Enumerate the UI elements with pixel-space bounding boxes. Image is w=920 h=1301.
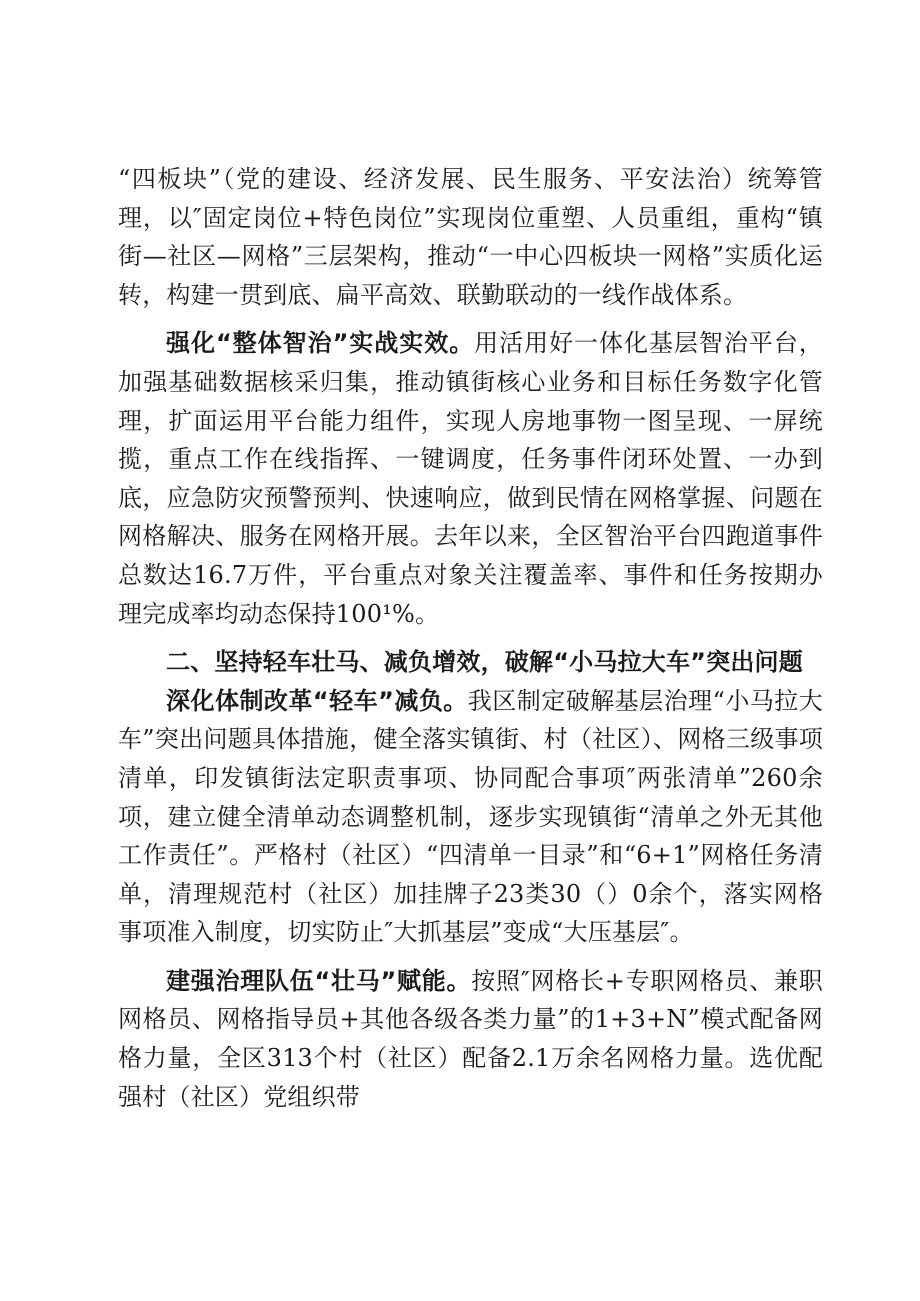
paragraph-reform <box>118 682 823 952</box>
paragraph-lead: 深化体制改革“轻车”减负。 <box>166 686 468 715</box>
paragraph-text: 按照″网格长+专职网格员、兼职网格员、网格指导员+其他各级各类力量”的1+3+N”模式配备网格力量，全区313个村（社区）配备2.1万余名网格力量。选优配强村（社区）党组织带 <box>118 966 823 1111</box>
paragraph-smart-governance <box>118 324 823 633</box>
paragraph-text: 我区制定破解基层治理“小马拉大车”突出问题具体措施，健全落实镇街、村（社区）、网格三级事项清单，印发镇街法定职责事项、协同配合事项″两张清单”260余项，建立健全清单动态调整机制，逐步实现镇街“清单之外无其他工作责任”。严格村（社区）“四清单一目录”和“6+1”网格任务清单，清理规范村（社区）加挂牌子23类30（）0余个，落实网格事项准入制度，切实防止″大抓基层”变成“大压基层″。 <box>118 686 823 947</box>
paragraph-text: “四板块”（党的建设、经济发展、民生服务、平安法治）统筹管理，以″固定岗位+特色岗位”实现岗位重塑、人员重组，重构“镇街—社区—网格”三层架构，推动“一中心四板块一网格”实质化运转，构建一贯到底、扁平高效、联勤联动的一线作战体系。 <box>118 165 823 309</box>
paragraph-continuation <box>118 160 823 314</box>
section-heading <box>118 643 823 682</box>
paragraph-lead: 建强治理队伍“壮马”赋能。 <box>166 966 472 995</box>
document-body <box>118 160 823 1116</box>
section-heading-text: 二、坚持轻车壮马、减负增效，破解“小马拉大车”突出问题 <box>166 648 803 677</box>
paragraph-lead: 强化“整体智治”实战实效。 <box>166 329 475 358</box>
paragraph-text: 用活用好一体化基层智治平台，加强基础数据核采归集，推动镇街核心业务和目标任务数字化管理，扩面运用平台能力组件，实现人房地事物一图呈现、一屏统揽，重点工作在线指挥、一键调度，任务事件闭环处置、一办到底，应急防灾预警预判、快速响应，做到民情在网格掌握、问题在网格解决、服务在网格开展。去年以来，全区智治平台四跑道事件总数达16.7万件，平台重点对象关注覆盖率、事件和任务按期办理完成率均动态保持100¹%。 <box>118 329 823 628</box>
paragraph-team <box>118 962 823 1116</box>
